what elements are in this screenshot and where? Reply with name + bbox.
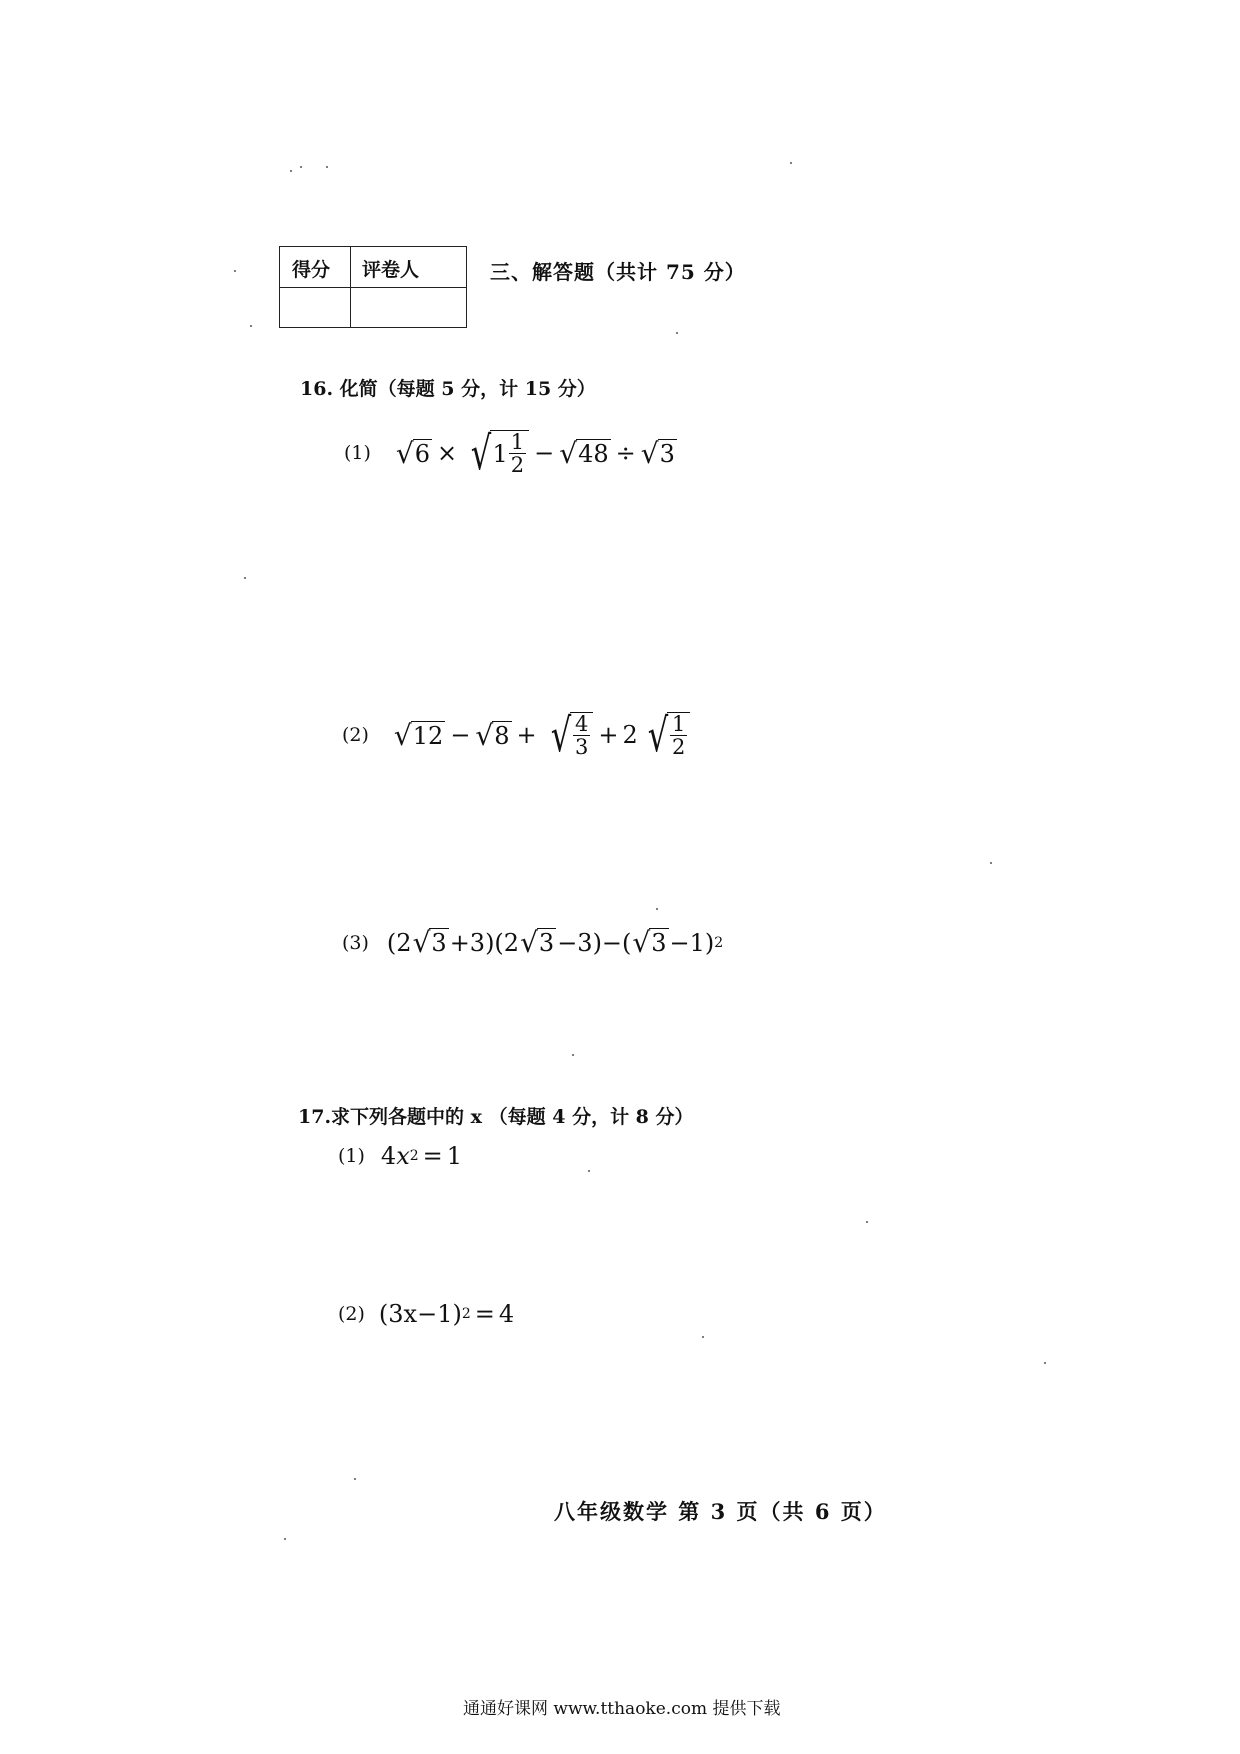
scan-speck [572,1054,574,1056]
q17p1-coef: 4 [380,1142,397,1170]
q17-part2-expression: (3x−1) 2 = 4 [378,1300,515,1328]
q16p2-coef: 2 [622,721,638,750]
q17p1-rhs: 1 [446,1142,463,1170]
scan-speck [244,577,246,579]
scan-speck [1044,1362,1046,1364]
q17p1-exp: 2 [409,1148,419,1164]
q16p2-c-den: 3 [574,735,589,760]
score-table-header-row [280,247,466,288]
q16p1-radicand-a: 6 [414,439,431,468]
q16p2-d-num: 1 [672,712,686,736]
score-table-entry-row [280,287,466,327]
scan-speck [354,1478,356,1480]
q17p2-rhs: 4 [498,1300,515,1328]
scan-speck [250,325,252,327]
scan-speck [702,1336,704,1338]
q17p2-exp: 2 [461,1306,471,1322]
scan-speck [676,332,678,334]
q16p1-num: 1 [510,430,525,454]
q16-part3 [342,928,723,957]
scan-speck [990,862,992,864]
q17-part2-label: (2) [338,1303,365,1325]
q16-title: 16. 化简（每题 5 分，计 15 分） [300,378,596,400]
scan-speck [234,270,236,272]
q16p1-radicand-d: 3 [659,439,675,468]
scan-speck [300,166,302,168]
q16-part1 [344,426,678,481]
q16p3-radicand-2: 3 [538,929,555,957]
q17-part1 [338,1142,462,1170]
q16-part3-label: (3) [342,931,369,954]
scan-speck [656,908,658,910]
scan-speck [866,1221,868,1223]
page-footer: 八年级数学 第 3 页（共 6 页） [554,1499,887,1524]
grader-header: 评卷人 [362,259,420,281]
q16-part1-label: (1) [344,442,371,465]
q16p3-open-1: (2 [386,928,412,957]
q16p1-radicand-c: 48 [578,439,609,468]
score-table-divider [350,247,351,327]
q17-title: 17.求下列各题中的 x （每题 4 分，计 8 分） [298,1106,694,1128]
q16p2-radicand-b: 8 [494,721,510,750]
q16p3-radicand-1: 3 [431,929,447,957]
section-title: 三、解答题（共计 75 分） [490,260,746,284]
q17p1-var: x [396,1142,410,1170]
q16p1-whole: 1 [492,439,508,468]
scan-speck [326,166,328,168]
q16-part2-label: (2) [342,724,369,747]
q16-part2-expression: √ 12 − √ 8 + √ $\frac{4}{3}$ + 2 √ $\frac{1}{2}$ [393,712,692,758]
scan-speck [790,162,792,164]
q16-part3-expression: (2 √ 3 +3)(2 √ 3 −3)−( √ 3 −1) 2 [386,926,724,959]
q16p2-d-den: 2 [672,735,686,760]
q16-part2 [342,708,691,763]
scan-speck [284,1538,286,1540]
q16-part1-expression: √ 6 × √ 1 $\frac{1}{2}$ − √ 48 ÷ √ 3 [395,426,675,481]
q17-part1-label: (1) [338,1145,365,1167]
score-table [279,246,467,328]
score-header: 得分 [292,259,331,281]
q16p2-c-num: 4 [574,712,589,736]
q16p3-radicand-3: 3 [651,929,667,957]
q16p3-exponent: 2 [714,934,724,951]
q17p2-lhs: (3x−1) [378,1300,462,1328]
scan-speck [290,170,292,172]
scan-speck [588,1170,590,1172]
q17-part2 [338,1300,514,1328]
q16p2-radicand-a: 12 [412,721,444,750]
q16p1-den: 2 [510,453,525,478]
watermark-text: 通通好课网 www.tthaoke.com 提供下载 [463,1699,781,1719]
q17-part1-expression: 4 x 2 = 1 [380,1142,463,1170]
